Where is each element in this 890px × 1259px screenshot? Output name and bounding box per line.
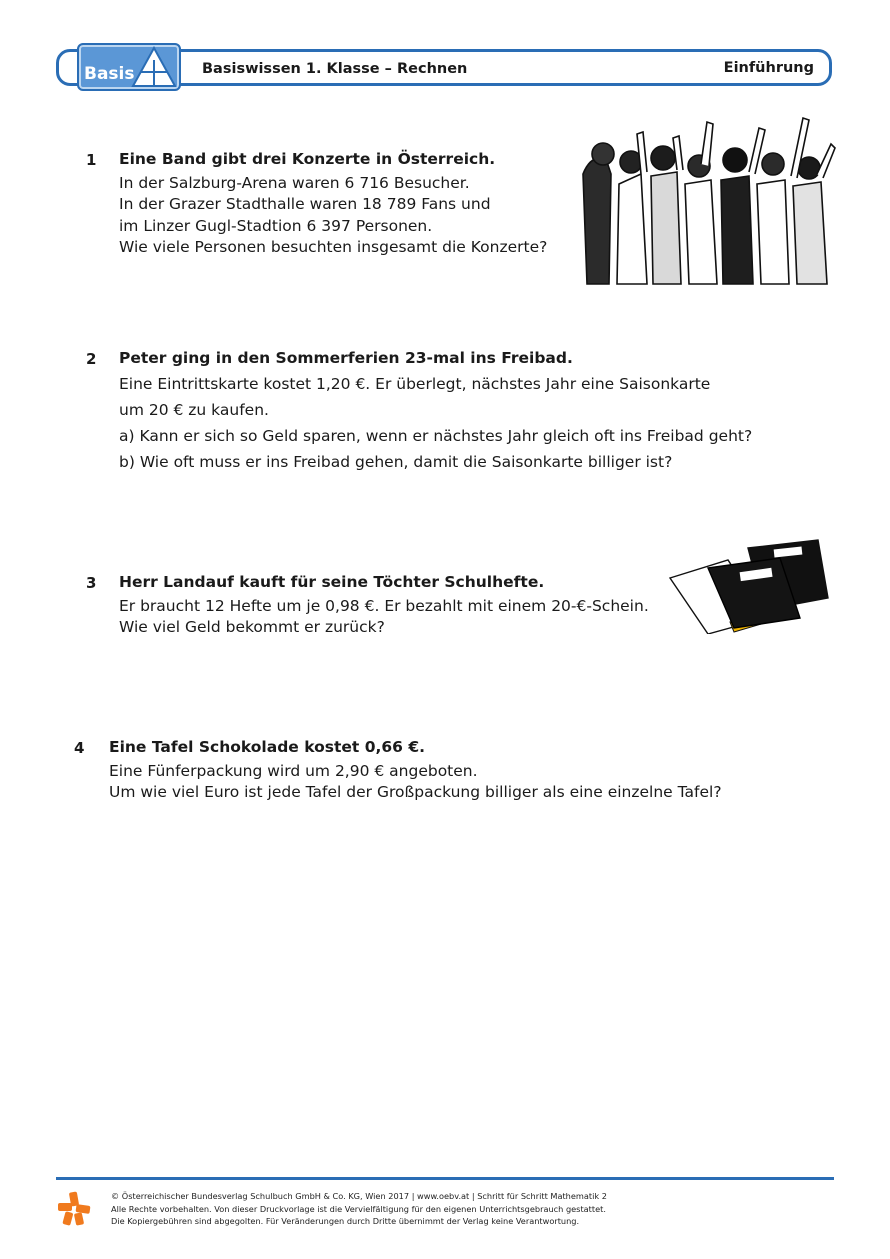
task-line: Er braucht 12 Hefte um je 0,98 €. Er bezahlt mit einem 20-€-Schein. (119, 596, 649, 615)
task-line: a) Kann er sich so Geld sparen, wenn er nächstes Jahr gleich oft ins Freibad geht? (119, 427, 753, 445)
footer-copyright (111, 1190, 607, 1228)
task-3 (119, 572, 649, 639)
task-line: Eine Eintrittskarte kostet 1,20 €. Er überlegt, nächstes Jahr eine Saisonkarte (119, 375, 711, 393)
task-line: Um wie viel Euro ist jede Tafel der Großpackung billiger als eine einzelne Tafel? (109, 783, 722, 801)
task-heading: Eine Band gibt drei Konzerte in Österreich. (119, 150, 496, 168)
footer-line: © Österreichischer Bundesverlag Schulbuch GmbH & Co. KG, Wien 2017 | www.oebv.at | Schritt für Schritt Mathematik 2 (111, 1191, 607, 1201)
footer-divider (56, 1177, 834, 1180)
concert-crowd-illustration (581, 114, 839, 286)
task-heading: Eine Tafel Schokolade kostet 0,66 €. (109, 738, 426, 756)
task-2 (119, 345, 752, 475)
notebooks-illustration (668, 538, 830, 634)
task-line: In der Grazer Stadthalle waren 18 789 Fans und (119, 195, 491, 213)
section-label: Einführung (723, 60, 814, 76)
task-4 (109, 737, 722, 804)
publisher-logo-icon (56, 1190, 92, 1226)
task-line: b) Wie oft muss er ins Freibad gehen, damit die Saisonkarte billiger ist? (119, 453, 673, 471)
task-line: im Linzer Gugl-Stadtion 6 397 Personen. (119, 216, 433, 235)
basis-logo-text: Basis (84, 64, 135, 84)
task-line: In der Salzburg-Arena waren 6 716 Besucher. (119, 173, 470, 192)
task-number: 3 (86, 574, 97, 592)
task-line: Eine Fünferpackung wird um 2,90 € angeboten. (109, 761, 478, 780)
task-number: 2 (86, 350, 97, 368)
task-line: Wie viel Geld bekommt er zurück? (119, 618, 385, 636)
footer-line: Alle Rechte vorbehalten. Von dieser Druckvorlage ist die Vervielfältigung für den eigenen Unterrichtsgebrauch gestattet. (111, 1203, 606, 1214)
triangle-icon (131, 46, 177, 88)
page-title: Basiswissen 1. Klasse – Rechnen (202, 61, 468, 77)
task-heading: Herr Landauf kauft für seine Töchter Schulhefte. (119, 573, 545, 591)
task-number: 1 (86, 151, 97, 169)
task-line: um 20 € zu kaufen. (119, 401, 269, 419)
footer-line: Die Kopiergebühren sind abgegolten. Für Veränderungen durch Dritte übernimmt der Verlag keine Verantwortung. (111, 1216, 580, 1226)
task-heading: Peter ging in den Sommerferien 23-mal ins Freibad. (119, 349, 573, 367)
task-number: 4 (74, 739, 85, 757)
task-line: Wie viele Personen besuchten insgesamt die Konzerte? (119, 238, 548, 256)
task-1 (119, 149, 547, 259)
